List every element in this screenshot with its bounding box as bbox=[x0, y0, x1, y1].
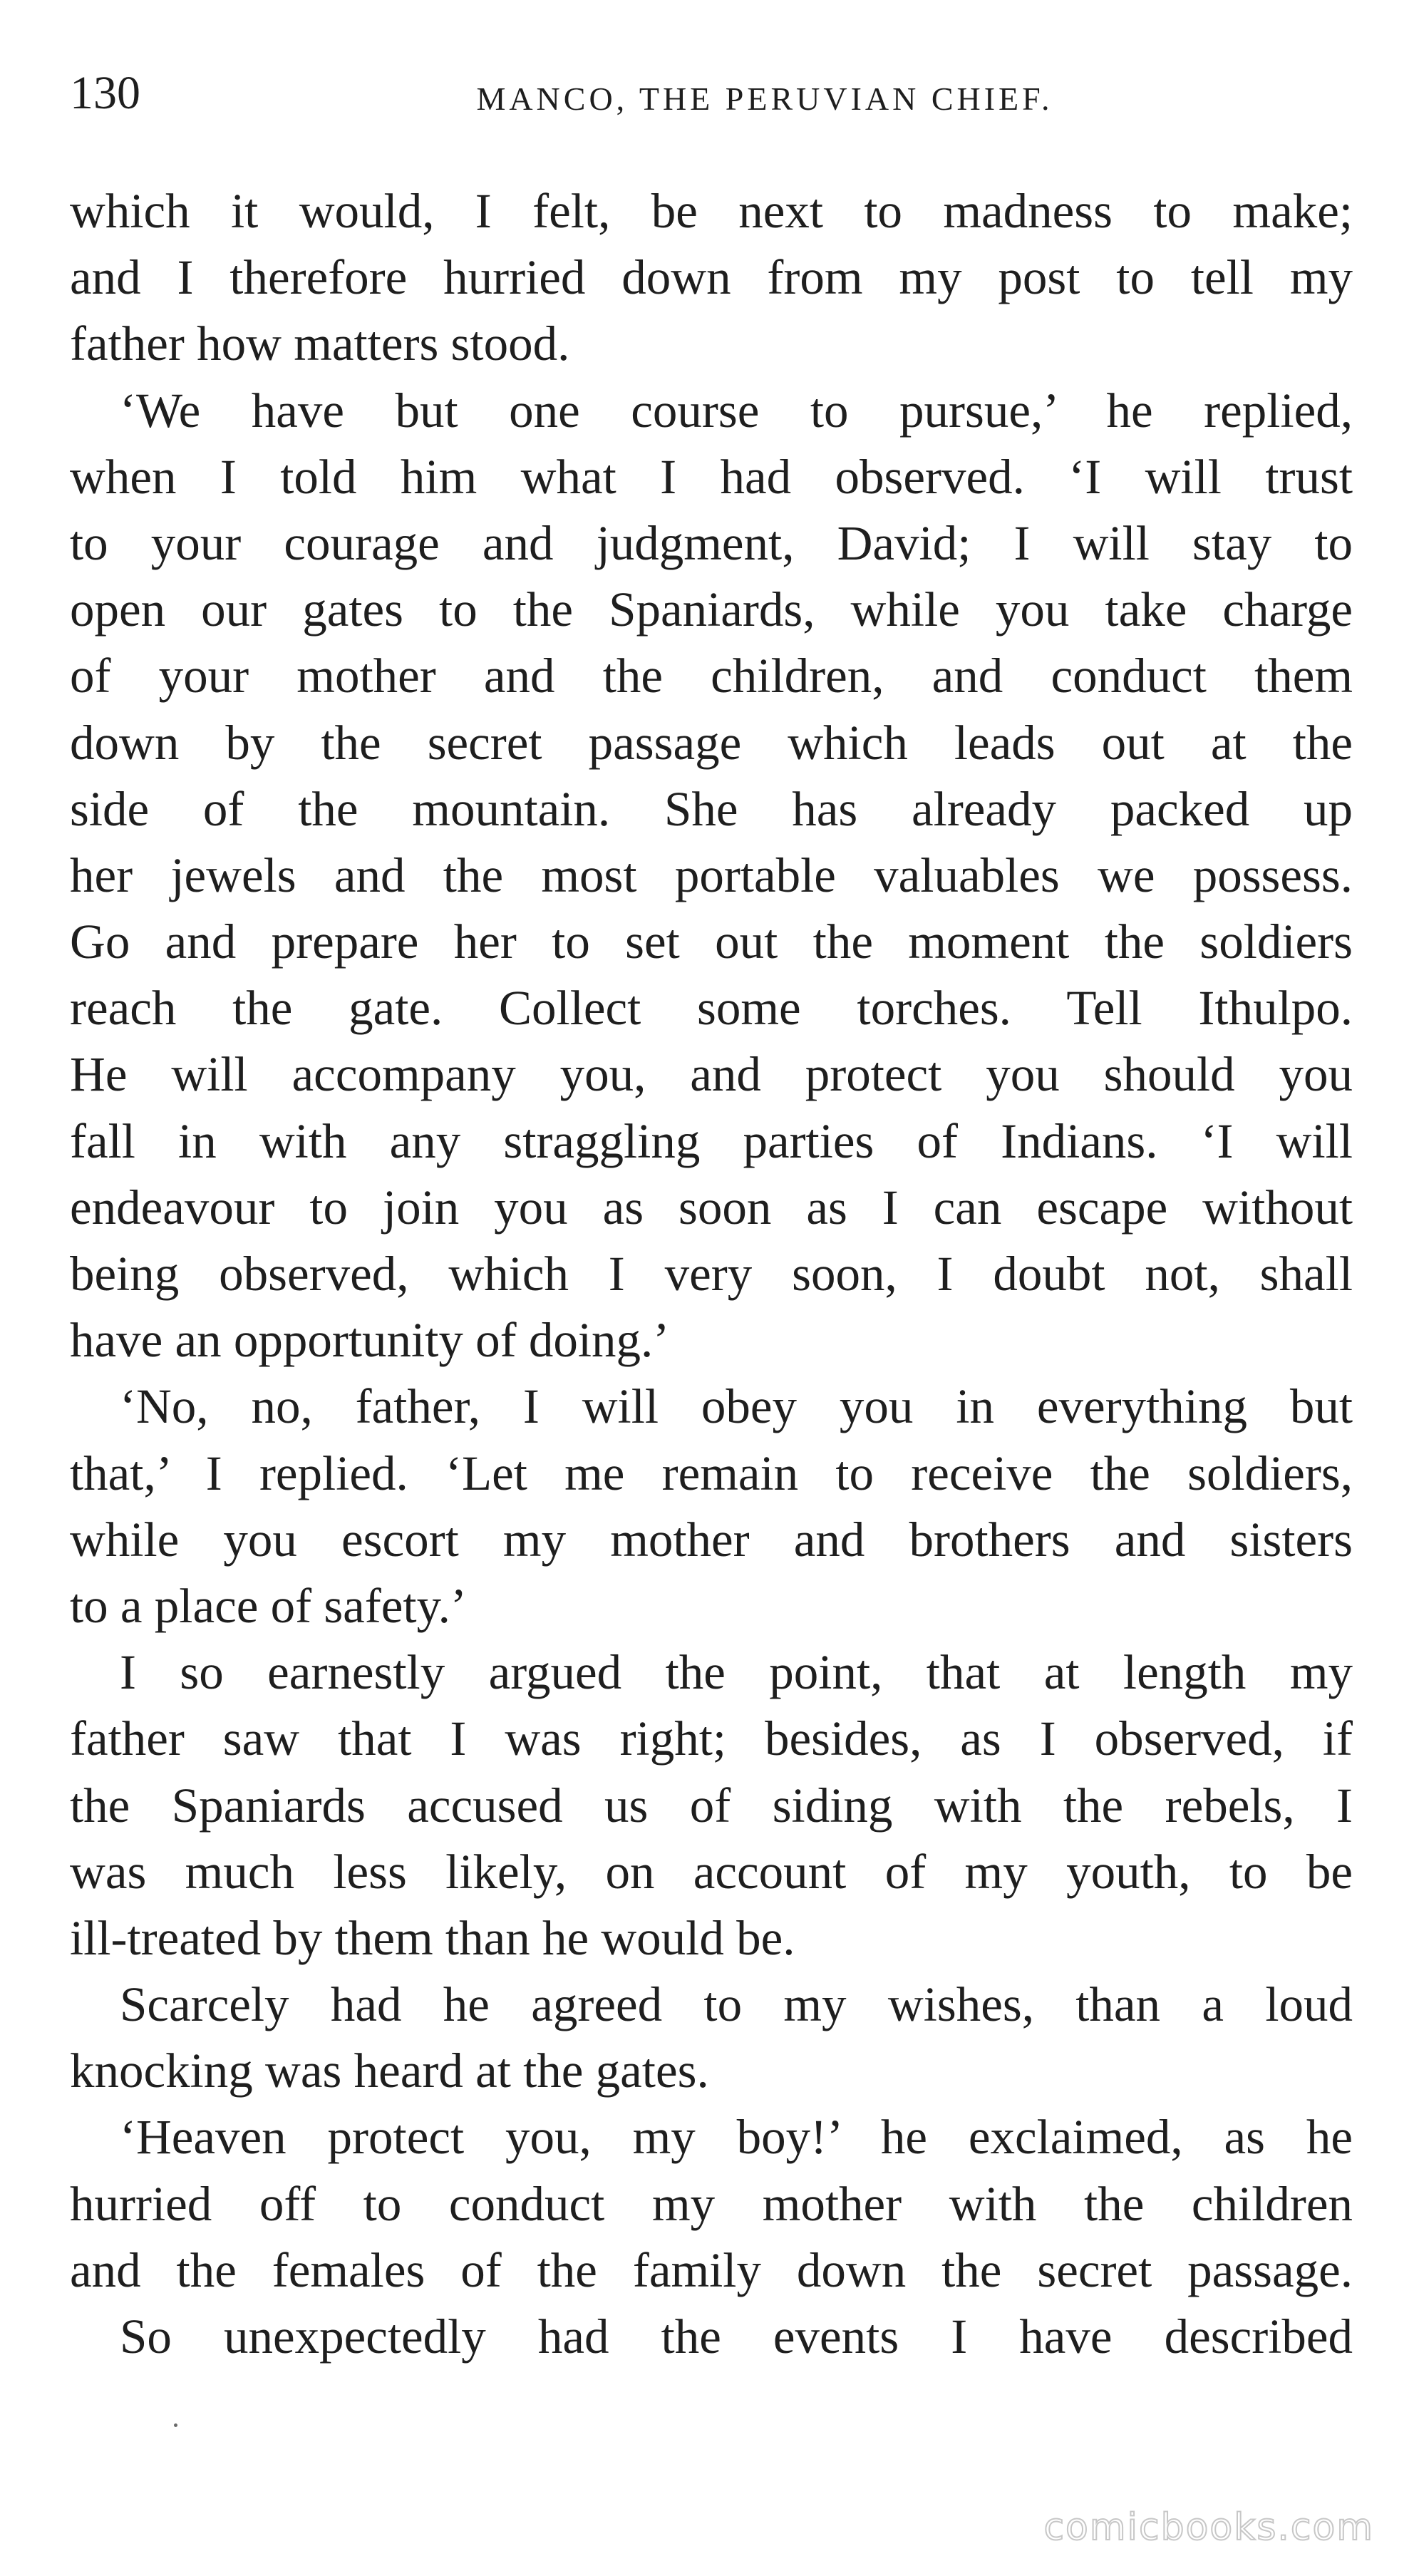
text-line: He will accompany you, and protect you should you bbox=[70, 1047, 1353, 1102]
text-line: father saw that I was right; besides, as I observed, if bbox=[70, 1711, 1353, 1766]
text-line: that,’ I replied. ‘Let me remain to receive the soldiers, bbox=[70, 1446, 1353, 1500]
body-text bbox=[70, 178, 1353, 2370]
page-header bbox=[70, 61, 1353, 125]
text-line: So unexpectedly had the events I have described bbox=[120, 2309, 1353, 2364]
text-line: father how matters stood. bbox=[70, 316, 570, 371]
text-line: being observed, which I very soon, I doubt not, shall bbox=[70, 1247, 1353, 1301]
text-line: and I therefore hurried down from my post to tell my bbox=[70, 250, 1353, 305]
text-line: to your courage and judgment, David; I will stay to bbox=[70, 515, 1353, 570]
running-head: MANCO, THE PERUVIAN CHIEF. bbox=[476, 81, 1053, 117]
text-line: the Spaniards accused us of siding with the rebels, I bbox=[70, 1778, 1353, 1833]
text-line: which it would, I felt, be next to madness to make; bbox=[70, 184, 1353, 238]
text-line: Scarcely had he agreed to my wishes, than a loud bbox=[120, 1977, 1353, 2032]
text-line: side of the mountain. She has already packed up bbox=[70, 781, 1353, 836]
text-line: while you escort my mother and brothers and sisters bbox=[70, 1512, 1353, 1567]
text-line: and the females of the family down the secret passage. bbox=[70, 2242, 1353, 2297]
text-line: fall in with any straggling parties of Indians. ‘I will bbox=[70, 1113, 1353, 1168]
text-line: down by the secret passage which leads out at the bbox=[70, 715, 1353, 770]
text-line: have an opportunity of doing.’ bbox=[70, 1313, 670, 1368]
text-line: when I told him what I had observed. ‘I will trust bbox=[70, 449, 1353, 504]
text-line: ill-treated by them than he would be. bbox=[70, 1910, 795, 1965]
text-line: of your mother and the children, and conduct them bbox=[70, 649, 1353, 704]
page-number: 130 bbox=[70, 67, 140, 119]
text-line: open our gates to the Spaniards, while you take charge bbox=[70, 582, 1353, 637]
text-line: ‘No, no, father, I will obey you in everything but bbox=[120, 1379, 1353, 1434]
text-line: reach the gate. Collect some torches. Tell Ithulpo. bbox=[70, 981, 1353, 1036]
text-line: ‘We have but one course to pursue,’ he replied, bbox=[120, 383, 1353, 438]
watermark: comicbooks.com bbox=[1043, 2506, 1374, 2549]
text-line: Go and prepare her to set out the moment the soldiers bbox=[70, 915, 1353, 969]
text-line: knocking was heard at the gates. bbox=[70, 2044, 709, 2098]
text-line: endeavour to join you as soon as I can escape without bbox=[70, 1180, 1353, 1235]
text-line: was much less likely, on account of my youth, to be bbox=[70, 1844, 1353, 1899]
ink-speck bbox=[174, 2423, 177, 2427]
text-line: to a place of safety.’ bbox=[70, 1578, 467, 1633]
text-line: I so earnestly argued the point, that at length my bbox=[120, 1645, 1353, 1700]
text-line: hurried off to conduct my mother with the children bbox=[70, 2176, 1353, 2231]
text-line: her jewels and the most portable valuables we possess. bbox=[70, 847, 1353, 902]
text-line: ‘Heaven protect you, my boy!’ he exclaimed, as he bbox=[120, 2110, 1353, 2165]
